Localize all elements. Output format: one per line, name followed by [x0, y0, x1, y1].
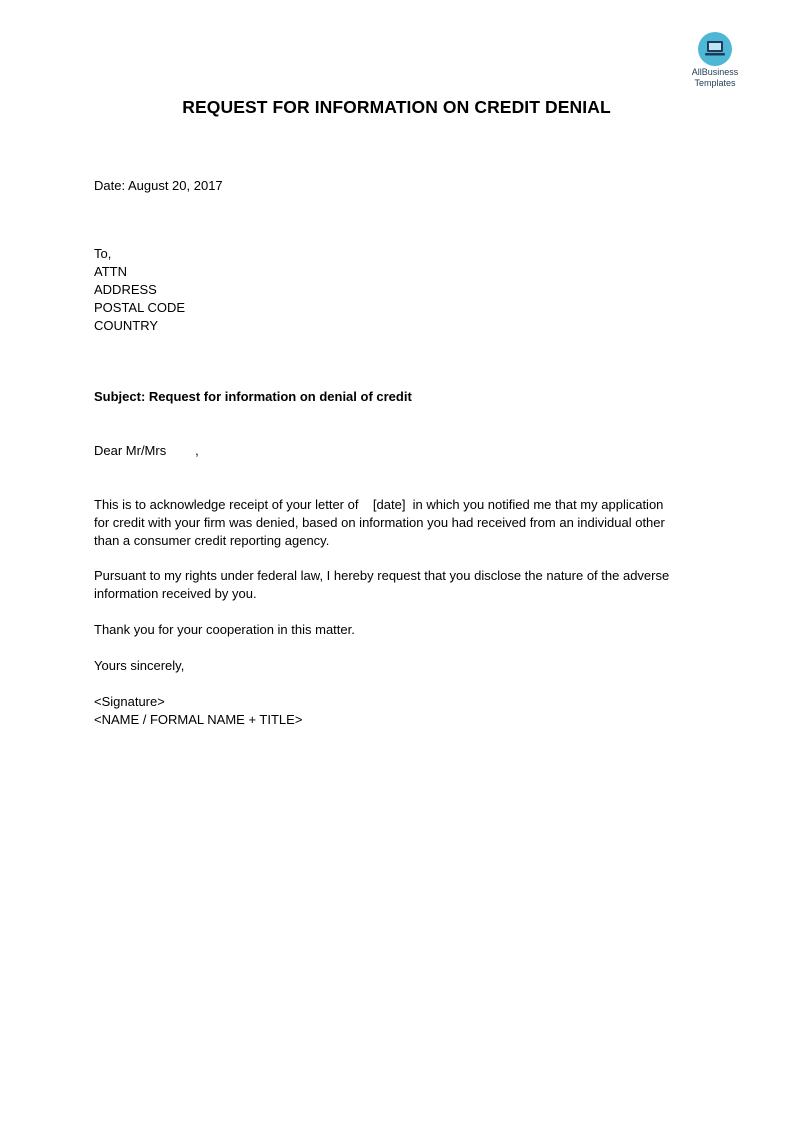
- signature-placeholder: <Signature>: [94, 694, 165, 709]
- name-title-placeholder: <NAME / FORMAL NAME + TITLE>: [94, 712, 303, 727]
- body-paragraph-1: [94, 496, 709, 550]
- body-paragraph-1-line-2: for credit with your firm was denied, based on information you had received from an individual other: [94, 515, 665, 530]
- recipient-address: ADDRESS: [94, 282, 157, 297]
- allbusiness-templates-logo: [686, 32, 744, 88]
- recipient-postal-code: POSTAL CODE: [94, 300, 186, 315]
- body-paragraph-1-line-1: This is to acknowledge receipt of your letter of [date] in which you notified me that my application: [94, 497, 664, 512]
- recipient-to: To,: [94, 246, 112, 261]
- closing: Yours sincerely,: [94, 658, 185, 673]
- body-paragraph-2-line-2: information received by you.: [94, 586, 257, 601]
- logo-text-line1: AllBusiness: [691, 67, 739, 77]
- body-paragraph-2-line-1: Pursuant to my rights under federal law, I hereby request that you disclose the nature of the adverse: [94, 568, 670, 583]
- subject-line: Subject: Request for information on denial of credit: [94, 389, 412, 404]
- body-paragraph-2: [94, 567, 709, 603]
- date-line: Date: August 20, 2017: [94, 178, 223, 193]
- recipient-attn: ATTN: [94, 264, 127, 279]
- document-title: REQUEST FOR INFORMATION ON CREDIT DENIAL: [182, 97, 611, 117]
- laptop-icon: [698, 32, 732, 66]
- logo-text-line2: Templates: [694, 78, 736, 88]
- salutation: Dear Mr/Mrs ,: [94, 443, 199, 458]
- body-paragraph-3: Thank you for your cooperation in this matter.: [94, 622, 355, 637]
- recipient-country: COUNTRY: [94, 318, 159, 333]
- body-paragraph-1-line-3: than a consumer credit reporting agency.: [94, 533, 330, 548]
